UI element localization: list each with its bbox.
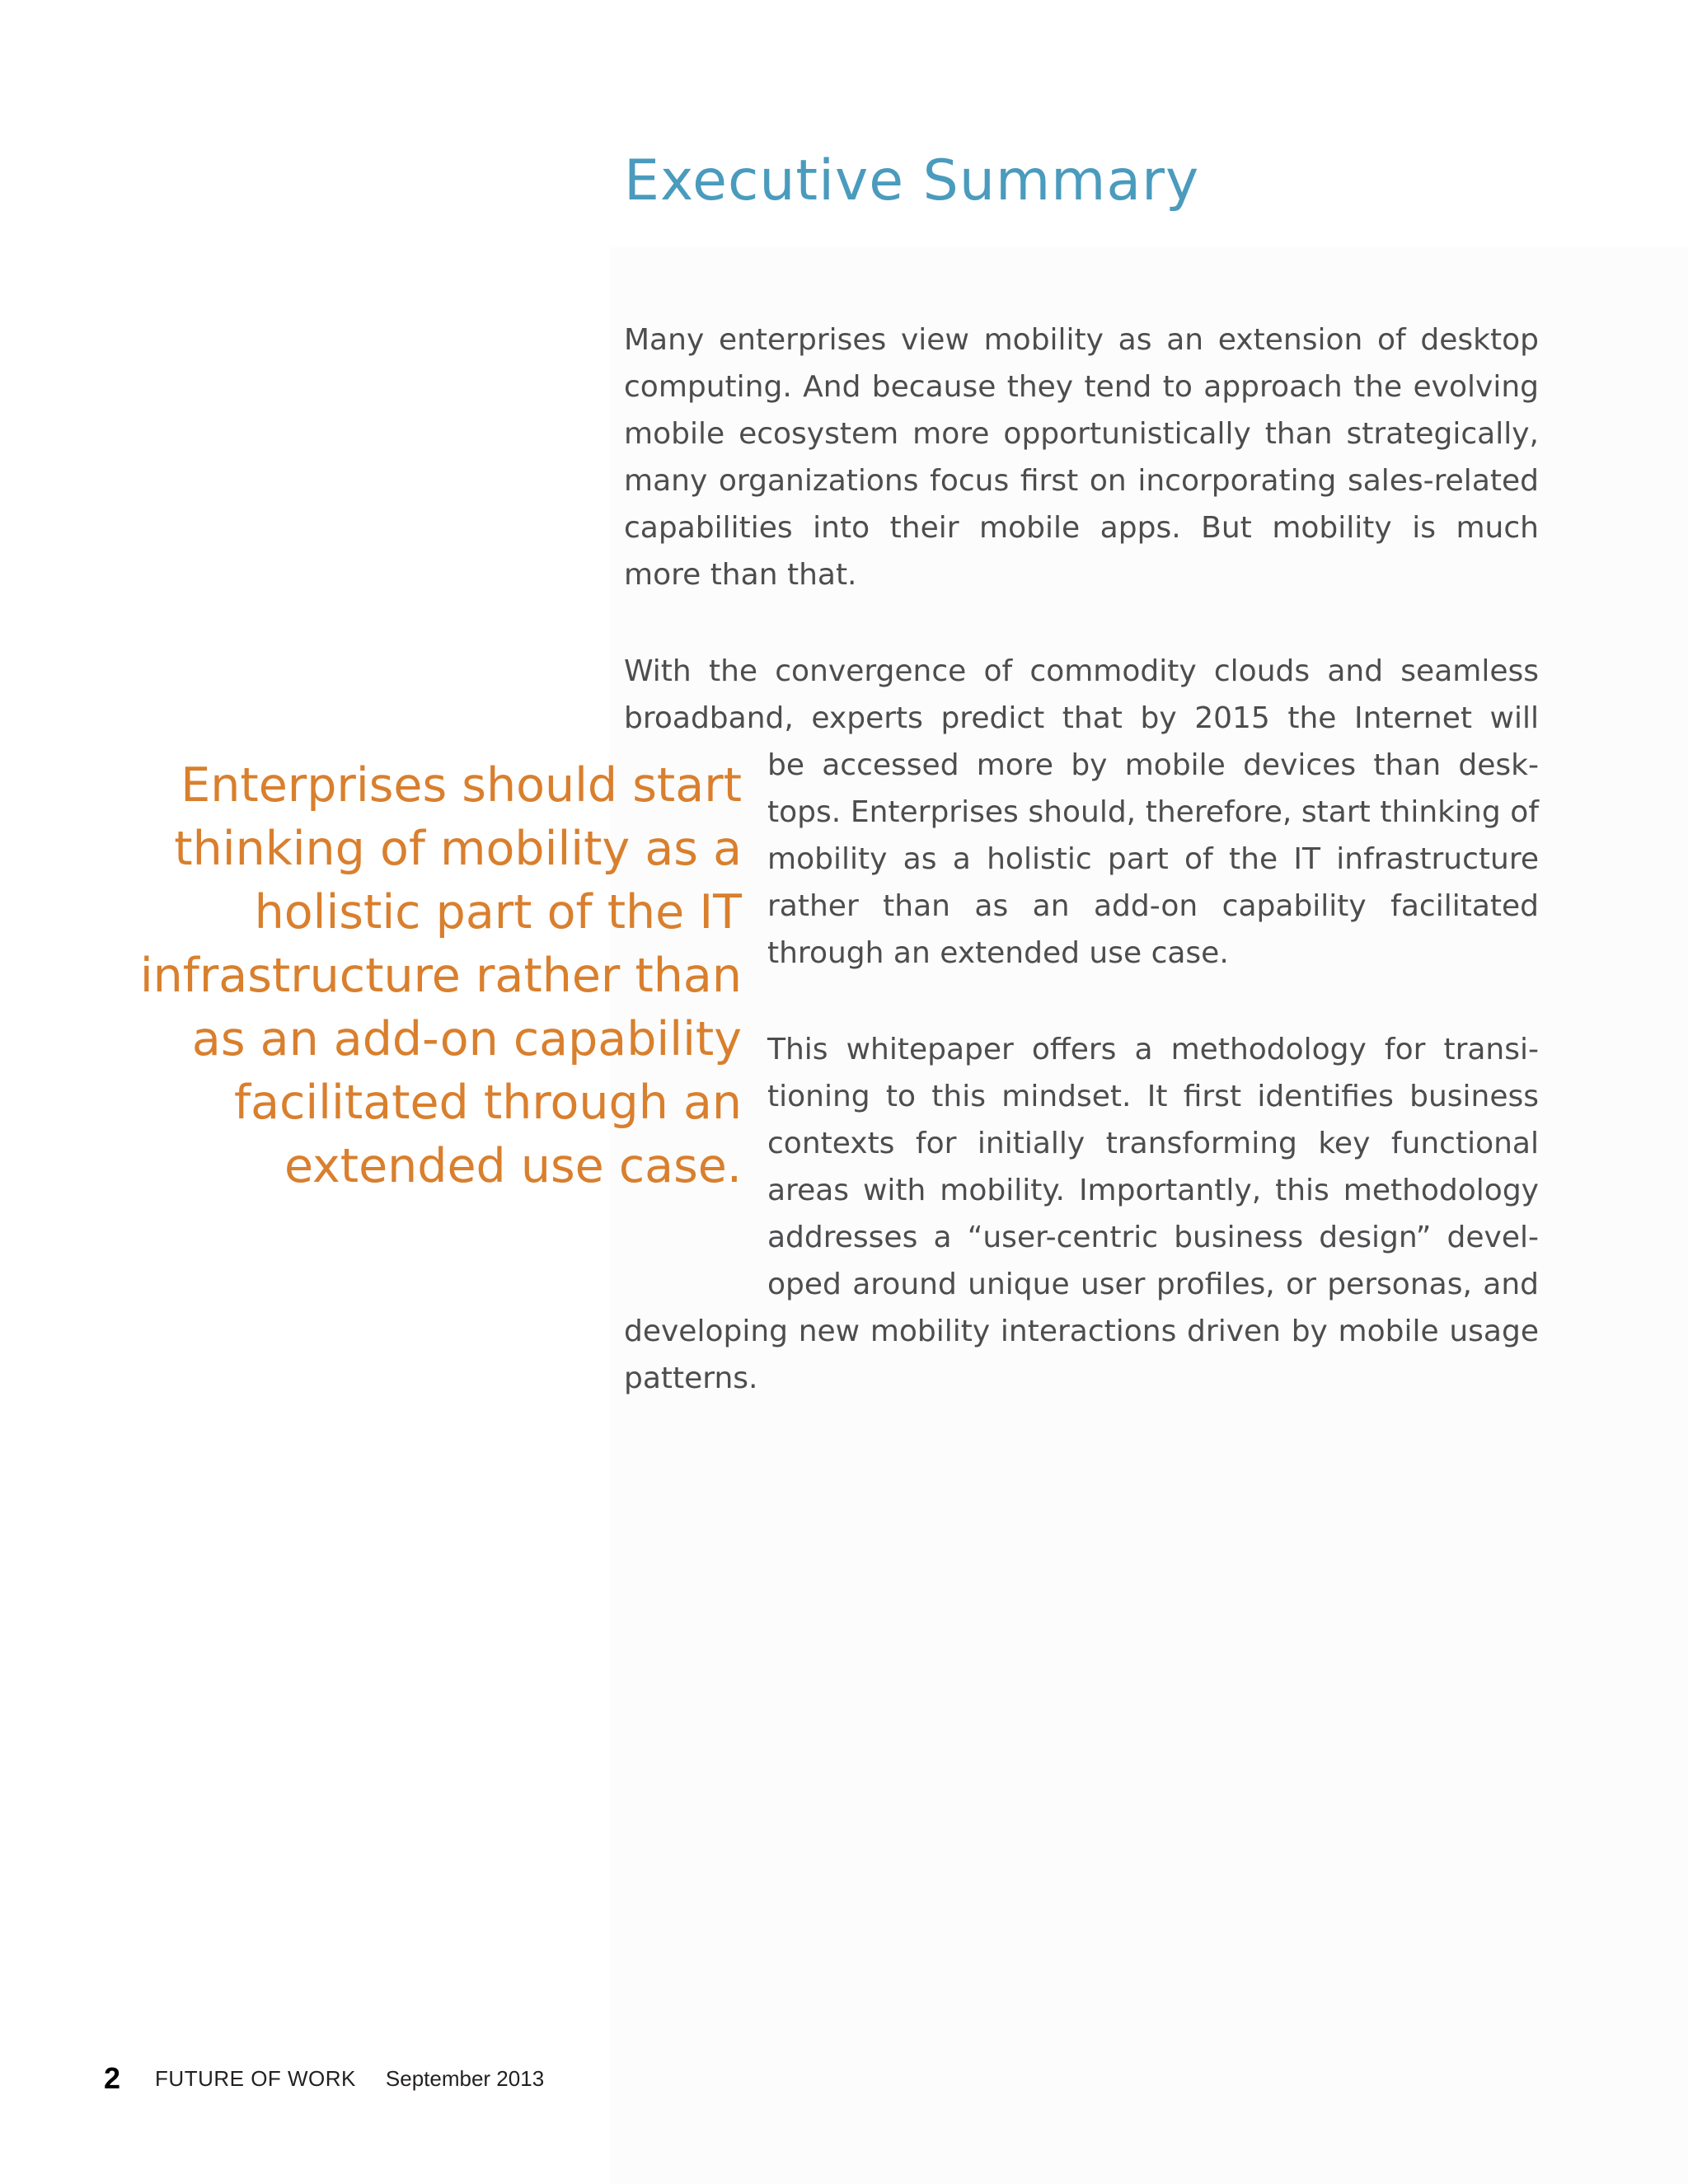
page-footer bbox=[104, 2060, 544, 2097]
page-number: 2 bbox=[104, 2061, 121, 2095]
paragraph-3: This whitepaper offers a methodology for transitioning to this mindset. It first identifies business contexts for initially transforming key functional areas with mobility. Importantly, this methodology addresses a “user-centric business design” developed around unique user profiles, or personas, and bbox=[767, 1033, 1539, 1301]
paragraph-1: Many enterprises view mobility as an extension of desktop computing. And because they tend to approach the evolving mobile ecosystem more opportunistically than strategically, many organizations focus first on incorporating sales-related capabilities into their mobile apps. But mobility is much more than that. bbox=[624, 323, 1539, 592]
pull-quote: Enterprises should start thinking of mobility as a holistic part of the IT infrastructure rather than as an add-on capability facilitated through an extended use case. bbox=[139, 758, 742, 1193]
paragraph-3-continued: developing new mobility interactions driven by mobile usage patterns. bbox=[624, 1315, 1539, 1395]
paragraph-2-continued: be accessed more by mobile devices than desktops. Enterprises should, therefore, start thinking of mobility as a holistic part of the IT infrastructure rather than as an add-on capability facilitated through an extended use case. bbox=[767, 748, 1539, 970]
publication-date: September 2013 bbox=[385, 2065, 545, 2091]
paragraph-2-opening: With the convergence of commodity clouds and seamless broadband, experts predict that by 2015 the Internet will bbox=[624, 654, 1539, 735]
publication-name: FUTURE OF WORK bbox=[155, 2065, 356, 2091]
page-title: Executive Summary bbox=[624, 148, 1200, 213]
